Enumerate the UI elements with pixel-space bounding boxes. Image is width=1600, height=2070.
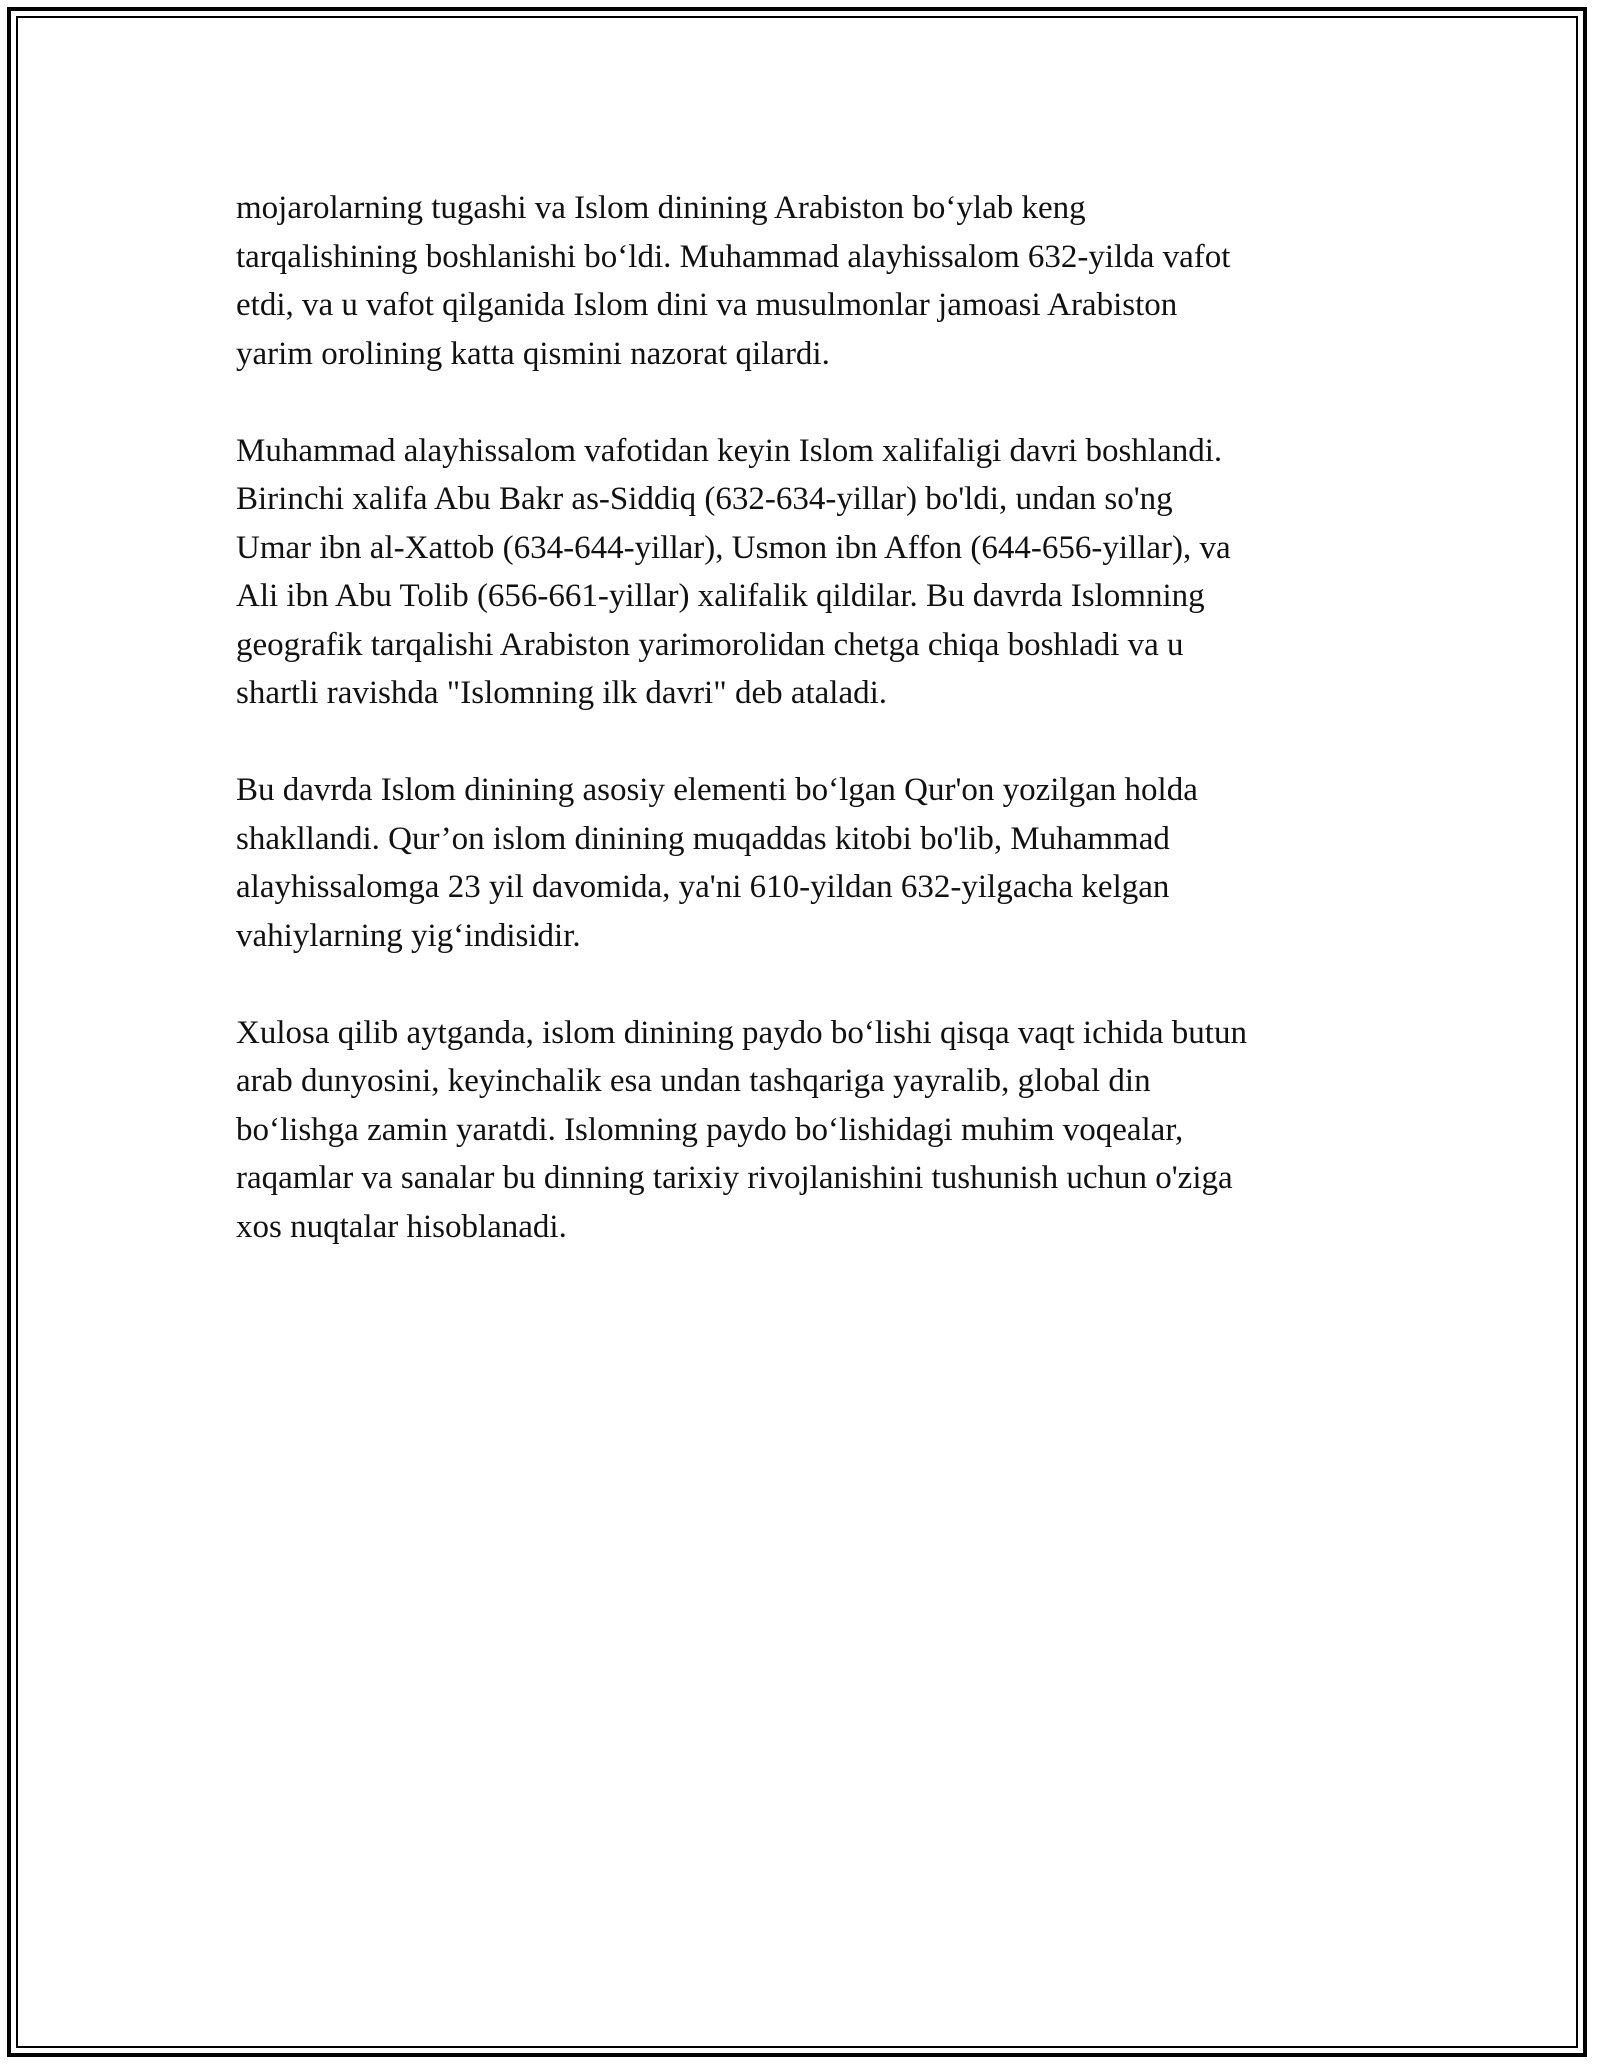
paragraph-line: etdi, va u vafot qilganida Islom dini va musulmonlar jamoasi Arabiston [236, 287, 1178, 323]
paragraph-line: alayhissalomga 23 yil davomida, ya'ni 610-yildan 632-yilgacha kelgan [236, 869, 1170, 905]
paragraph-line: Birinchi xalifa Abu Bakr as-Siddiq (632-634-yillar) bo'ldi, undan so'ng [236, 481, 1173, 517]
paragraph-line: Umar ibn al-Xattob (634-644-yillar), Usmon ibn Affon (644-656-yillar), va [236, 529, 1231, 566]
paragraph-line: geografik tarqalishi Arabiston yarimorolidan chetga chiqa boshladi va u [236, 626, 1184, 663]
paragraph-line: bo‘lishga zamin yaratdi. Islomning paydo bo‘lishidagi muhim voqealar, [236, 1111, 1184, 1148]
paragraph-line: raqamlar va sanalar bu dinning tarixiy rivojlanishini tushunish uchun o'ziga [236, 1160, 1233, 1196]
paragraph-line: shartli ravishda "Islomning ilk davri" deb ataladi. [236, 675, 888, 711]
paragraph-line: arab dunyosini, keyinchalik esa undan tashqariga yayralib, global din [236, 1063, 1151, 1099]
paragraph-line: shakllandi. Qur’on islom dinining muqaddas kitobi bo'lib, Muhammad [236, 820, 1170, 857]
paragraph-line: tarqalishining boshlanishi bo‘ldi. Muhammad alayhissalom 632-yilda vafot [236, 238, 1231, 275]
paragraph-line: Ali ibn Abu Tolib (656-661-yillar) xalifalik qildilar. Bu davrda Islomning [236, 578, 1205, 614]
paragraph-3 [236, 766, 1366, 960]
paragraph-line: Bu davrda Islom dinining asosiy elementi bo‘lgan Qur'on yozilgan holda [236, 772, 1198, 808]
paragraph-line: Xulosa qilib aytganda, islom dinining paydo bo‘lishi qisqa vaqt ichida butun [236, 1014, 1247, 1051]
paragraph-line: Muhammad alayhissalom vafotidan keyin Islom xalifaligi davri boshlandi. [236, 432, 1223, 469]
paragraph-line: xos nuqtalar hisoblanadi. [236, 1208, 567, 1245]
paragraph-4 [236, 1009, 1366, 1252]
paragraph-line: yarim orolining katta qismini nazorat qilardi. [236, 335, 830, 372]
paragraph-line: vahiylarning yig‘indisidir. [236, 917, 581, 954]
paragraph-line: mojarolarning tugashi va Islom dinining Arabiston bo‘ylab keng [236, 190, 1086, 226]
paragraph-2 [236, 427, 1366, 718]
document-body [236, 184, 1366, 1300]
paragraph-1 [236, 184, 1366, 378]
